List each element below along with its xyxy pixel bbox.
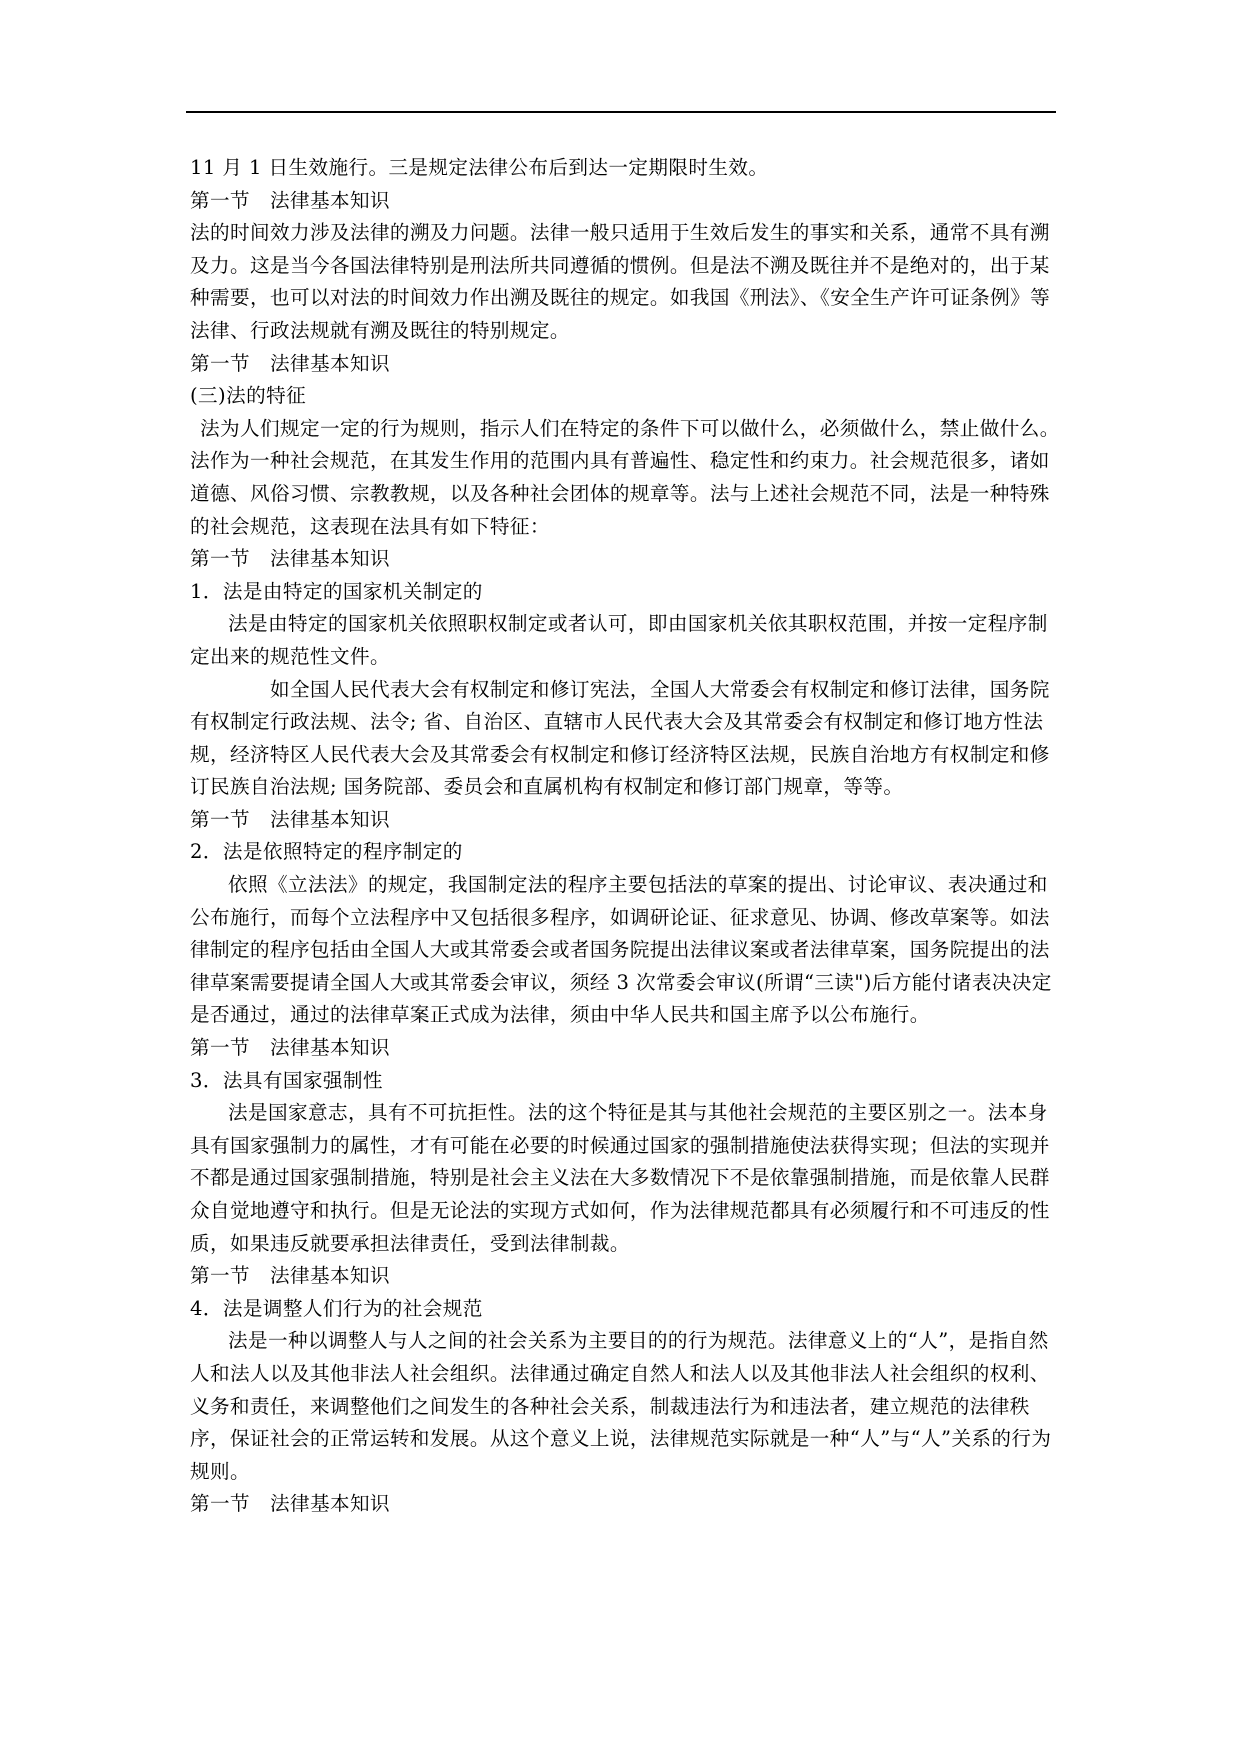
section-heading: 第一节 法律基本知识	[190, 547, 390, 571]
subheading: 3．法具有国家强制性	[190, 1068, 383, 1092]
paragraph: 依照《立法法》的规定，我国制定法的程序主要包括法的草案的提出、讨论审议、表决通过和公布施行，而每个立法程序中又包括很多程序，如调研论证、征求意见、协调、修改草案等。如法律制定的程序包括由全国人大或其常委会或者国务院提出法律议案或者法律草案，国务院提出的法律草案需要提请全国人大或其常委会审议，须经 3 次常委会审议(所谓“三读")后方能付诸表决决定是否通过，通过的法律草案正式成为法律，须由中华人民共和国主席予以公布施行。	[190, 873, 1052, 1027]
header-rule	[186, 111, 1056, 113]
subheading: 2．法是依照特定的程序制定的	[190, 840, 463, 864]
paragraph: 法是国家意志，具有不可抗拒性。法的这个特征是其与其他社会规范的主要区别之一。法本身具有国家强制力的属性，才有可能在必要的时候通过国家的强制措施使法获得实现；但法的实现并不都是通过国家强制措施，特别是社会主义法在大多数情况下不是依靠强制措施，而是依靠人民群众自觉地遵守和执行。但是无论法的实现方式如何，作为法律规范都具有必须履行和不可违反的性质，如果违反就要承担法律责任，受到法律制裁。	[190, 1101, 1050, 1255]
subheading: 1．法是由特定的国家机关制定的	[190, 579, 483, 603]
document-body	[190, 152, 1062, 1521]
section-heading: 第一节 法律基本知识	[190, 188, 390, 212]
subheading: 4．法是调整人们行为的社会规范	[190, 1296, 483, 1320]
paragraph: 法为人们规定一定的行为规则，指示人们在特定的条件下可以做什么，必须做什么，禁止做什么。法作为一种社会规范，在其发生作用的范围内具有普遍性、稳定性和约束力。社会规范很多，诸如道德、风俗习惯、宗教教规，以及各种社会团体的规章等。法与上述社会规范不同，法是一种特殊的社会规范，这表现在法具有如下特征：	[190, 416, 1060, 538]
section-heading: 第一节 法律基本知识	[190, 351, 390, 375]
section-heading: 第一节 法律基本知识	[190, 807, 390, 831]
section-heading: 第一节 法律基本知识	[190, 1036, 390, 1060]
section-heading: 第一节 法律基本知识	[190, 1492, 390, 1516]
paragraph: 如全国人民代表大会有权制定和修订宪法，全国人大常委会有权制定和修订法律，国务院有权制定行政法规、法令; 省、自治区、直辖市人民代表大会及其常委会有权制定和修订地方性法规，经济特区人民代表大会及其常委会有权制定和修订经济特区法规，民族自治地方有权制定和修订民族自治法规; 国务院部、委员会和直属机构有权制定和修订部门规章，等等。	[190, 677, 1050, 799]
section-heading: 第一节 法律基本知识	[190, 1264, 390, 1288]
paragraph: 法的时间效力涉及法律的溯及力问题。法律一般只适用于生效后发生的事实和关系，通常不具有溯及力。这是当今各国法律特别是刑法所共同遵循的惯例。但是法不溯及既往并不是绝对的，出于某种需要，也可以对法的时间效力作出溯及既往的规定。如我国《刑法》、《安全生产许可证条例》等法律、行政法规就有溯及既往的特别规定。	[190, 221, 1051, 342]
paragraph: 法是一种以调整人与人之间的社会关系为主要目的的行为规范。法律意义上的“人”，是指自然人和法人以及其他非法人社会组织。法律通过确定自然人和法人以及其他非法人社会组织的权利、义务和责任，来调整他们之间发生的各种社会关系，制裁违法行为和违法者，建立规范的法律秩序，保证社会的正常运转和发展。从这个意义上说，法律规范实际就是一种“人”与“人”关系的行为规则。	[190, 1329, 1052, 1483]
paragraph: 法是由特定的国家机关依照职权制定或者认可，即由国家机关依其职权范围，并按一定程序制定出来的规范性文件。	[190, 612, 1048, 668]
subheading: (三)法的特征	[190, 384, 307, 408]
paragraph: 11 月 1 日生效施行。三是规定法律公布后到达一定期限时生效。	[190, 156, 769, 179]
